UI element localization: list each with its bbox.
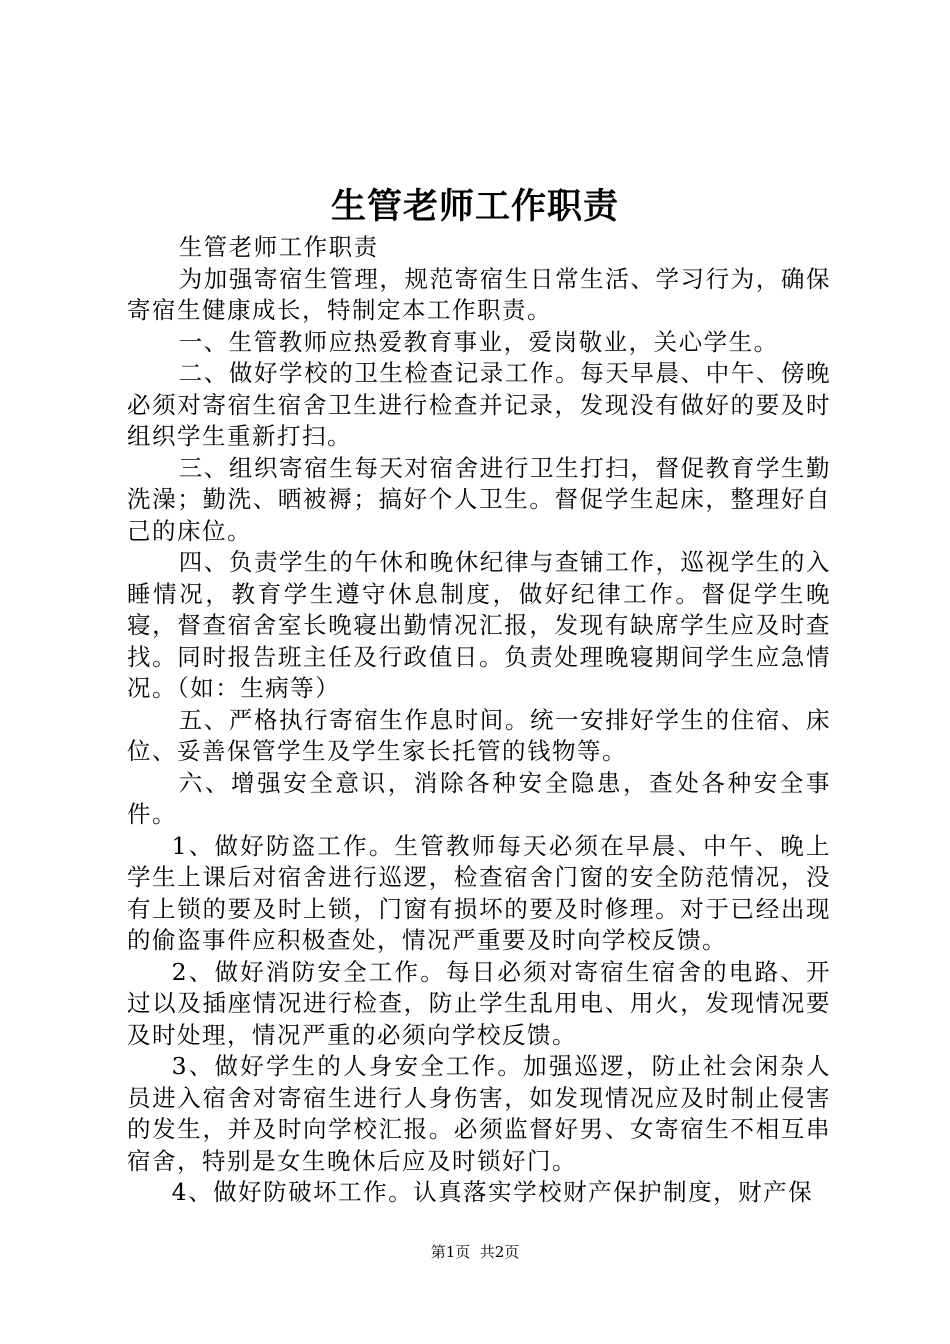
page-number: 第1页 共2页 <box>430 1243 520 1261</box>
duty-paragraph-3: 三、组织寄宿生每天对宿舍进行卫生打扫，督促教育学生勤洗澡；勤洗、晒被褥；搞好个人卫生。督促学生起床，整理好自己的床位。 <box>127 453 831 545</box>
duty-paragraph-1: 一、生管教师应热爱教育事业，爱岗敬业，关心学生。 <box>178 327 779 356</box>
duty-paragraph-6: 六、增强安全意识，消除各种安全隐患，查处各种安全事件。 <box>127 768 831 828</box>
page-footer <box>0 1242 950 1262</box>
intro-paragraph: 为加强寄宿生管理，规范寄宿生日常生活、学习行为，确保寄宿生健康成长，特制定本工作职责。 <box>127 264 831 324</box>
subtitle-paragraph: 生管老师工作职责 <box>178 233 379 261</box>
duty-paragraph-5: 五、严格执行寄宿生作息时间。统一安排好学生的住宿、床位、妥善保管学生及学生家长托管的钱物等。 <box>127 705 831 765</box>
duty-paragraph-4: 四、负责学生的午休和晚休纪律与查铺工作，巡视学生的入睡情况，教育学生遵守休息制度，做好纪律工作。督促学生晚寝，督查宿舍室长晚寝出勤情况汇报，发现有缺席学生应及时查找。同时报告班主任及行政值日。负责处理晚寝期间学生应急情况。（如：生病等） <box>127 548 831 702</box>
safety-item-2: 2、做好消防安全工作。每日必须对寄宿生宿舍的电路、开过以及插座情况进行检查，防止学生乱用电、用火，发现情况要及时处理，情况严重的必须向学校反馈。 <box>127 957 831 1049</box>
document-title: 生管老师工作职责 <box>330 186 619 227</box>
safety-item-4: 4、做好防破坏工作。认真落实学校财产保护制度，财产保 <box>171 1178 814 1206</box>
safety-item-3: 3、做好学生的人身安全工作。加强巡逻，防止社会闲杂人员进入宿舍对寄宿生进行人身伤害，如发现情况应及时制止侵害的发生，并及时向学校汇报。必须监督好男、女寄宿生不相互串宿舍，特别是女生晚休后应及时锁好门。 <box>127 1052 831 1175</box>
safety-item-1: 1、做好防盗工作。生管教师每天必须在早晨、中午、晚上学生上课后对宿舍进行巡逻，检查宿舍门窗的安全防范情况，没有上锁的要及时上锁，门窗有损坏的要及时修理。对于已经出现的偷盗事件应积极查处，情况严重要及时向学校反馈。 <box>127 831 831 954</box>
duty-paragraph-2: 二、做好学校的卫生检查记录工作。每天早晨、中午、傍晚必须对寄宿生宿舍卫生进行检查并记录，发现没有做好的要及时组织学生重新打扫。 <box>127 359 831 450</box>
document-body <box>127 232 831 1209</box>
